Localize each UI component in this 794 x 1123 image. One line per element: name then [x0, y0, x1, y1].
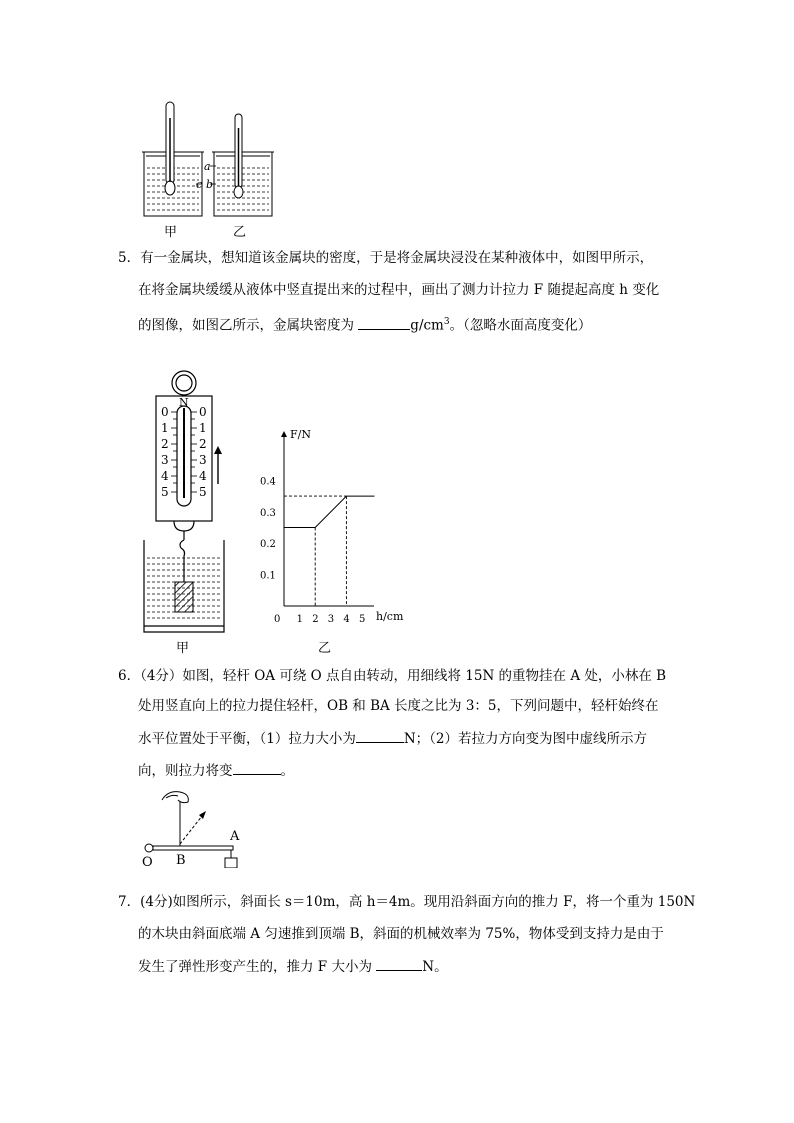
svg-text:0: 0 — [161, 405, 169, 419]
q6-line1: 6．（4分）如图，轻杆 OA 可绕 O 点自由转动，用细线将 15N 的重物挂在 A 处，小林在 B — [118, 668, 667, 684]
q7-line2: 的木块由斜面底端 A 匀速推到顶端 B，斜面的机械效率为 75%，物体受到支持力是由于 — [138, 926, 664, 942]
mark-c: c — [196, 178, 203, 191]
q7-line1: 7．(4分)如图所示，斜面长 s＝10m，高 h＝4m。现用沿斜面方向的推力 F，将一个重为 150N — [118, 894, 696, 910]
pivot-O — [145, 844, 153, 852]
label-right: 乙 — [233, 225, 247, 240]
y-axis-label: F/N — [290, 428, 311, 441]
x-tick-label: 0 — [274, 614, 281, 625]
x-tick-label: 4 — [343, 614, 350, 625]
metal-block — [175, 582, 193, 612]
label-jia: 甲 — [176, 641, 190, 656]
beaker-right — [212, 152, 274, 216]
label-left: 甲 — [164, 225, 178, 240]
beakers-thermometers-figure — [138, 98, 278, 240]
q7-line3: 发生了弹性形变产生的，推力 F 大小为 N。 — [138, 956, 448, 977]
liquid-right — [217, 168, 269, 210]
svg-text:1: 1 — [161, 421, 169, 435]
label-O: O — [142, 855, 153, 868]
thermometer-right — [234, 114, 243, 198]
label-B: B — [176, 853, 186, 868]
scale-labels-right — [199, 405, 207, 499]
q7-number: 7． — [118, 894, 141, 910]
svg-text:5: 5 — [161, 485, 169, 499]
x-tick-label: 1 — [296, 614, 303, 625]
thermometer-left — [165, 102, 175, 195]
svg-text:2: 2 — [199, 437, 207, 451]
dashed-direction — [180, 816, 202, 844]
x-tick-label: 2 — [312, 614, 319, 625]
label-yi: 乙 — [318, 641, 332, 656]
q6-number: 6． — [118, 668, 141, 684]
force-height-chart — [256, 420, 406, 660]
lever-figure — [140, 784, 260, 868]
scale-bottom-cap — [174, 521, 194, 531]
q5-line1: 5．有一金属块，想知道该金属块的密度，于是将金属块浸没在某种液体中，如图甲所示， — [118, 250, 654, 266]
lever-bar — [153, 846, 233, 850]
q5-line2: 在将金属块缓缓从液体中竖直提出来的过程中，画出了测力计拉力 F 随提起高度 h 变化 — [138, 282, 660, 298]
q6-line2: 处用竖直向上的拉力提住轻杆，OB 和 BA 长度之比为 3：5，下列问题中，轻杆始终在 — [138, 698, 659, 714]
series-line — [284, 496, 374, 527]
svg-text:4: 4 — [199, 469, 207, 483]
mark-a: a — [204, 160, 211, 173]
scale-labels-left — [161, 405, 169, 499]
svg-text:3: 3 — [161, 453, 169, 467]
q6-answer-blank-2[interactable] — [233, 760, 281, 775]
svg-text:1: 1 — [199, 421, 207, 435]
svg-text:2: 2 — [161, 437, 169, 451]
x-tick-label: 5 — [359, 614, 366, 625]
q6-line4: 向，则拉力将变 。 — [138, 760, 294, 781]
q6-answer-blank-1[interactable] — [356, 728, 404, 743]
q5-line3: 的图像，如图乙所示，金属块密度为 $g/cm^3$。（忽略水面高度变化） — [138, 312, 591, 336]
weight-block — [225, 858, 237, 868]
q5-answer-blank[interactable] — [358, 315, 410, 330]
q6-line3: 水平位置处于平衡，（1）拉力大小为 N；（2）若拉力方向变为图中虚线所示方 — [138, 728, 647, 749]
x-tick-label: 3 — [327, 614, 335, 625]
y-tick-label: 0.4 — [260, 476, 276, 488]
mark-b: b — [206, 178, 214, 191]
q7-answer-blank[interactable] — [376, 956, 422, 971]
y-tick-label: 0.2 — [260, 539, 276, 551]
x-axis-label: h/cm — [376, 610, 404, 623]
q5-number: 5． — [118, 250, 141, 266]
svg-text:0: 0 — [199, 405, 207, 419]
scale-unit: N — [179, 396, 189, 409]
scale-hook — [180, 540, 185, 556]
spring-scale-figure — [138, 368, 248, 658]
svg-text:4: 4 — [161, 469, 169, 483]
y-tick-label: 0.1 — [260, 570, 276, 582]
svg-text:3: 3 — [199, 453, 207, 467]
upward-arrow-icon — [212, 446, 224, 486]
svg-text:5: 5 — [199, 485, 207, 499]
label-A: A — [230, 829, 240, 844]
y-tick-label: 0.3 — [260, 507, 276, 519]
